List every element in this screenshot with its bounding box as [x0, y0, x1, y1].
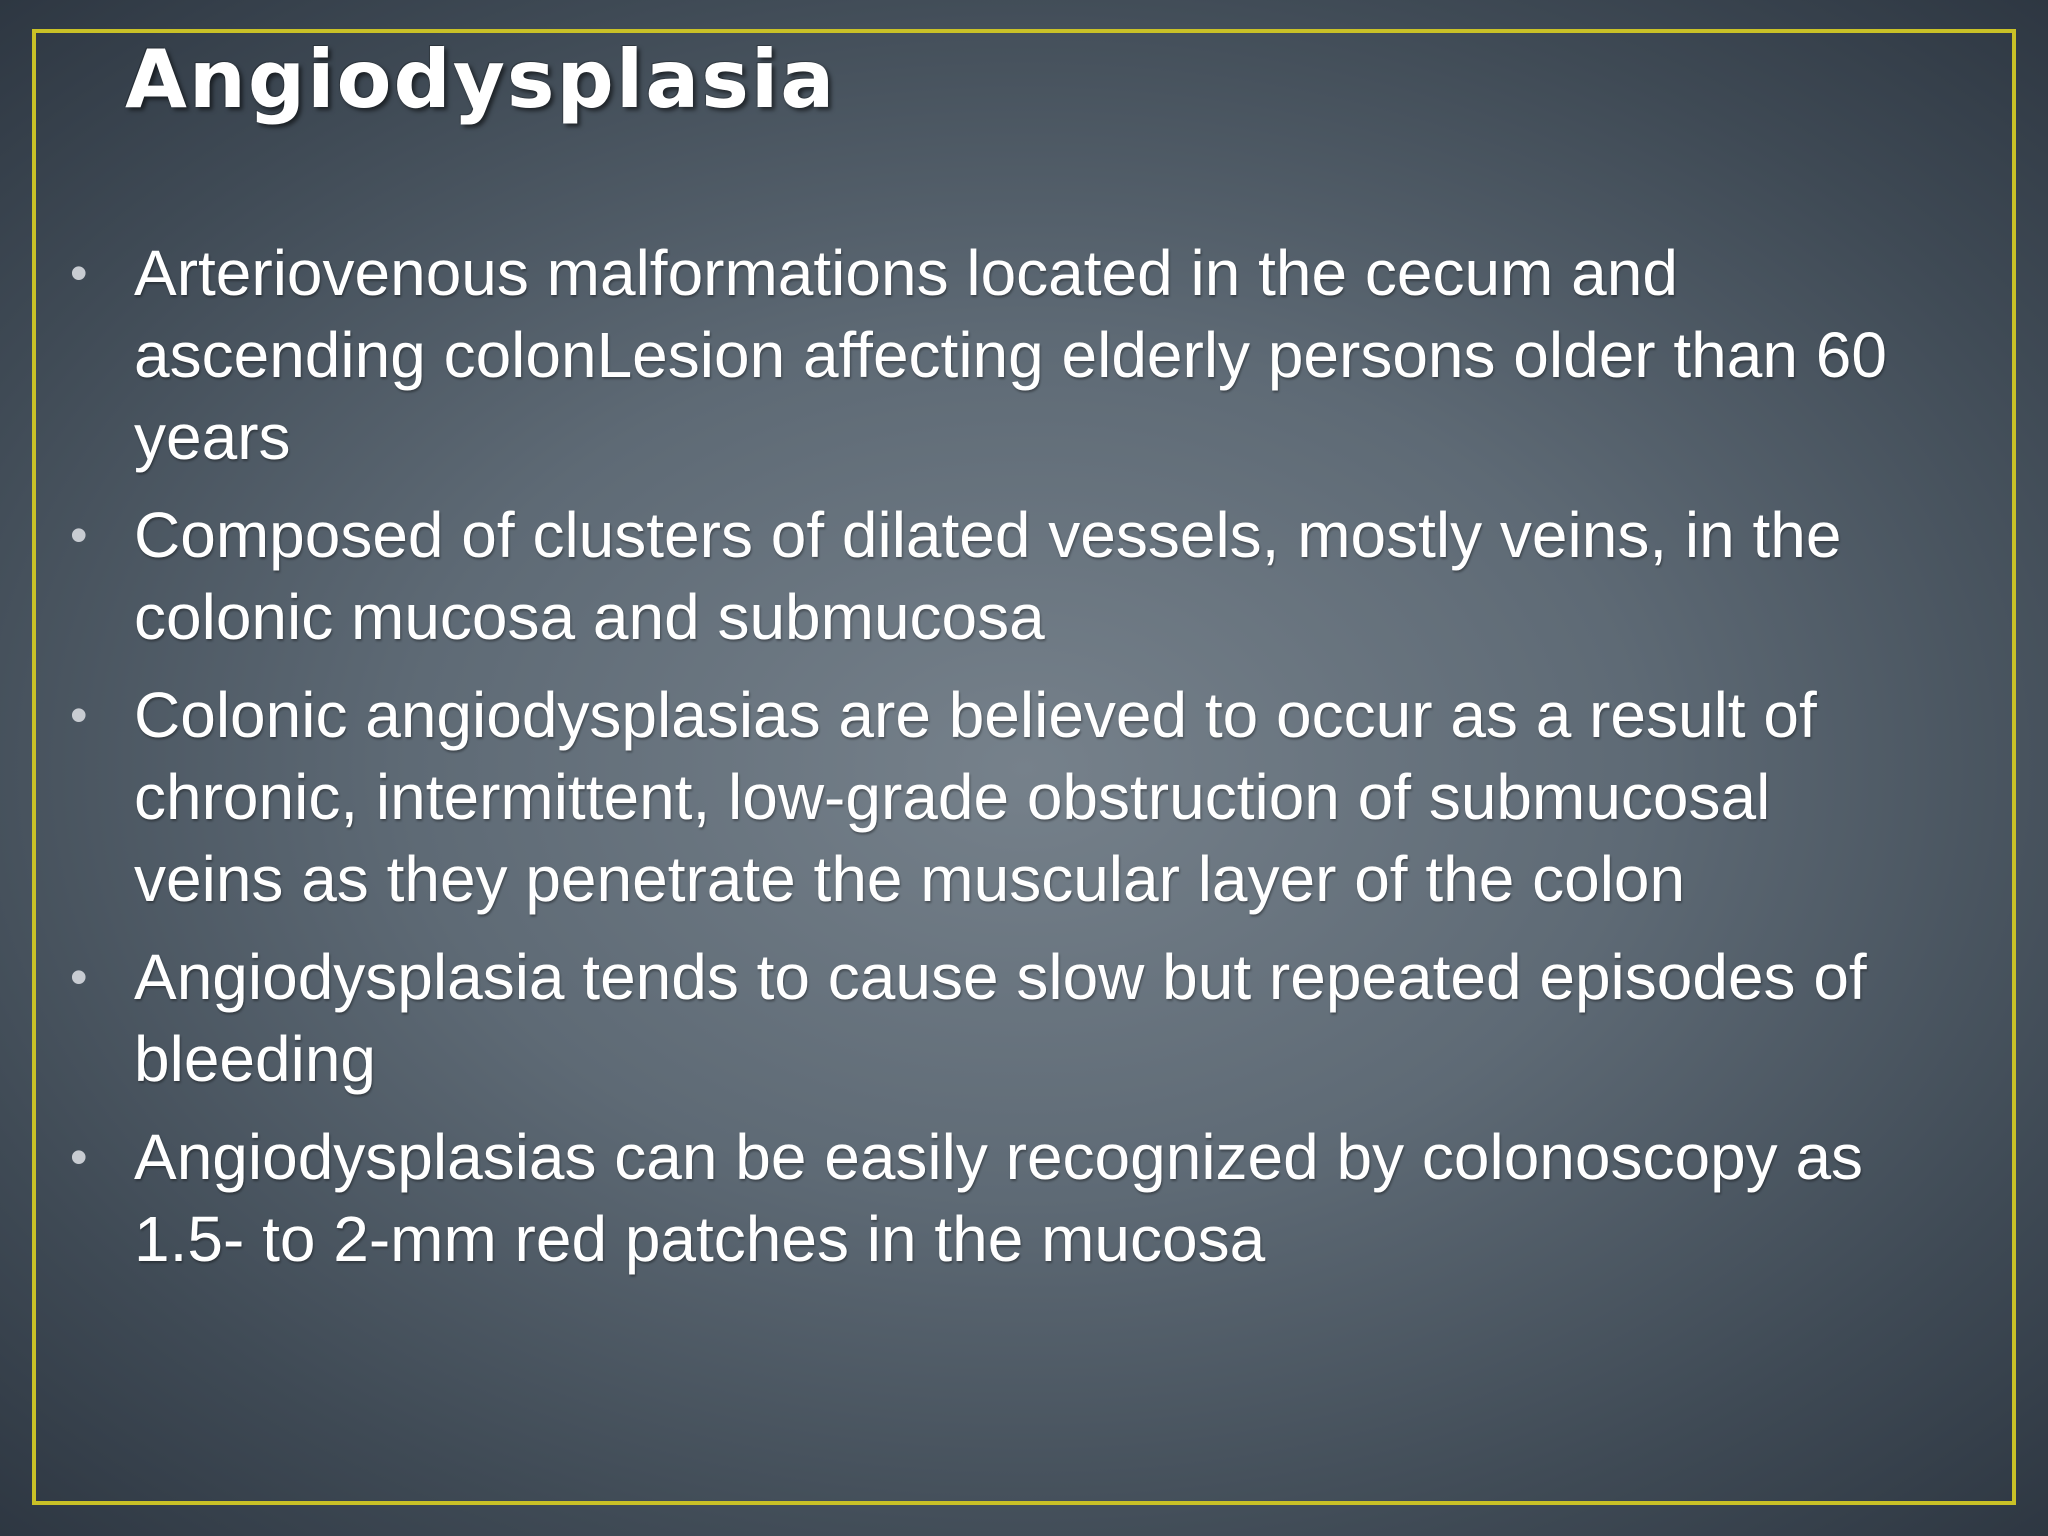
bullet-dot-icon: •: [70, 507, 88, 563]
bullet-text: Colonic angiodysplasias are believed to occur as a result of chronic, intermittent, low-grade obstruction of submucosal veins as they penetrate the muscular layer of the colon: [134, 679, 1817, 915]
bullet-item: [70, 1116, 1890, 1280]
bullet-dot-icon: •: [70, 1129, 88, 1185]
bullet-list: [70, 232, 1890, 1296]
bullet-text: Composed of clusters of dilated vessels, mostly veins, in the colonic mucosa and submucosa: [134, 499, 1842, 653]
bullet-dot-icon: •: [70, 687, 88, 743]
bullet-item: [70, 494, 1890, 658]
slide-title: Angiodysplasia: [125, 33, 837, 126]
bullet-dot-icon: •: [70, 245, 88, 301]
bullet-item: [70, 674, 1890, 920]
bullet-dot-icon: •: [70, 949, 88, 1005]
bullet-item: [70, 936, 1890, 1100]
bullet-item: [70, 232, 1890, 478]
bullet-text: Arteriovenous malformations located in the cecum and ascending colonLesion affecting elderly persons older than 60 years: [134, 237, 1887, 473]
bullet-text: Angiodysplasias can be easily recognized by colonoscopy as 1.5- to 2-mm red patches in the mucosa: [134, 1121, 1864, 1275]
bullet-text: Angiodysplasia tends to cause slow but repeated episodes of bleeding: [134, 941, 1867, 1095]
